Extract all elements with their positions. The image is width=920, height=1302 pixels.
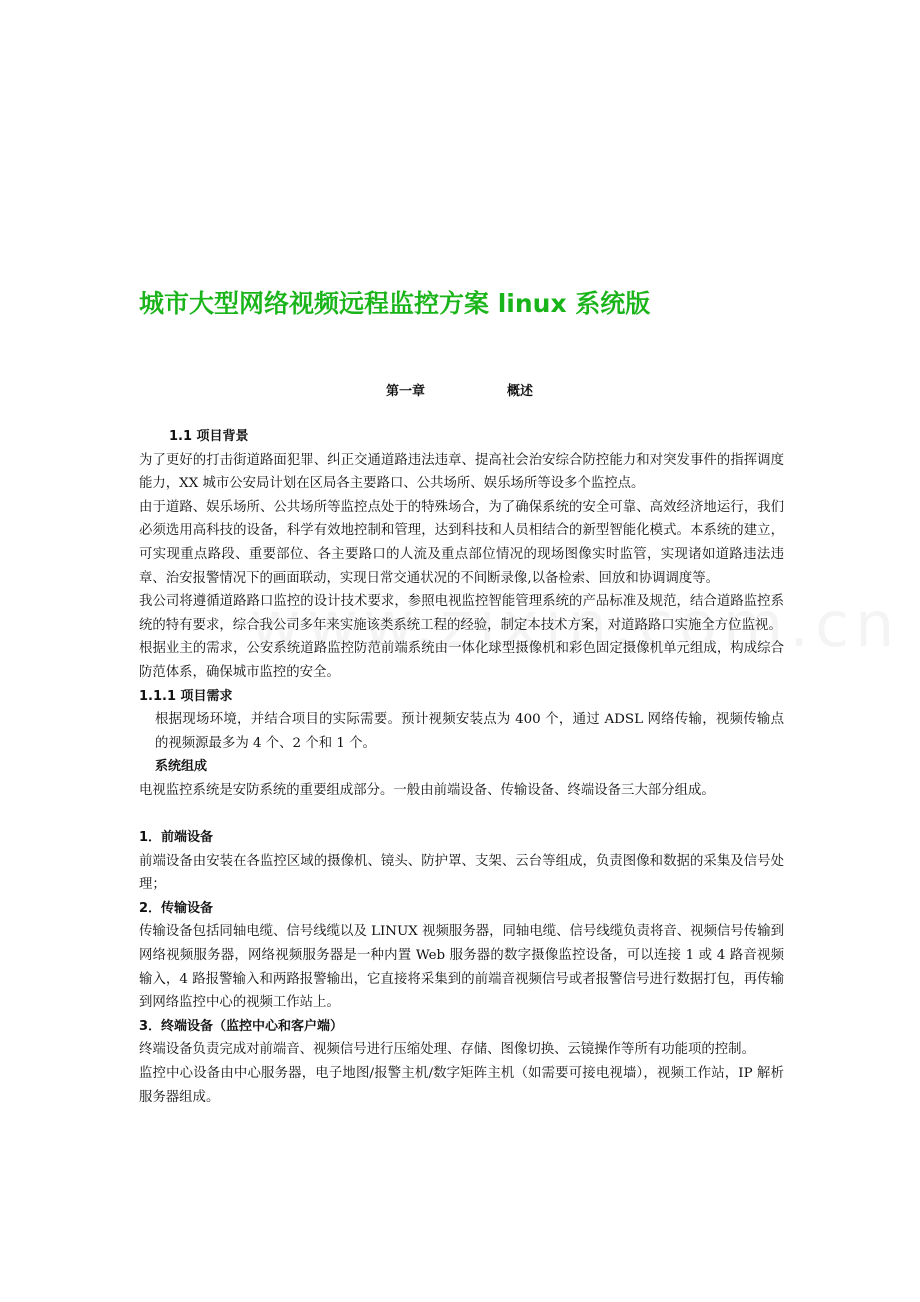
paragraph: 由于道路、娱乐场所、公共场所等监控点处于的特殊场合，为了确保系统的安全可靠、高效经济地运行，我们必须选用高科技的设备，科学有效地控制和管理，达到科技和人员相结合的新型智能化模式。本系统的建立，可实现重点路段、重要部位、各主要路口的人流及重点部位情况的现场图像实时监管，实现诸如道路违法违章、治安报警情况下的画面联动，实现日常交通状况的不间断录像,以备检索、回放和协调调度等。 [139, 499, 784, 586]
paragraph: 终端设备负责完成对前端音、视频信号进行压缩处理、存储、图像切换、云镜操作等所有功能项的控制。 [139, 1042, 755, 1058]
paragraph: 电视监控系统是安防系统的重要组成部分。一般由前端设备、传输设备、终端设备三大部分组成。 [139, 782, 715, 798]
document-title: 城市大型网络视频远程监控方案 linux 系统版 [139, 289, 651, 318]
section-heading-transmission-equipment: 2．传输设备 [139, 900, 214, 916]
paragraph: 传输设备包括同轴电缆、信号线缆以及 LINUX 视频服务器，同轴电缆、信号线缆负责将音、视频信号传输到网络视频服务器，网络视频服务器是一种内置 Web 服务器的数字摄像监控设备，可以连接 1 或 4 路音视频输入，4 路报警输入和两路报警输出，它直接将采集到的前端音视频信号或者报警信号进行数据打包，再传输到网络监控中心的视频工作站上。 [139, 924, 784, 1011]
spacer [139, 803, 784, 827]
section-heading-terminal-equipment: 3．终端设备（监控中心和客户端） [139, 1018, 344, 1034]
chapter-heading [0, 380, 920, 400]
section-heading-front-end-equipment: 1．前端设备 [139, 830, 214, 846]
paragraph: 前端设备由安装在各监控区域的摄像机、镜头、防护罩、支架、云台等组成，负责图像和数据的采集及信号处理； [139, 853, 784, 893]
section-heading-system-composition: 系统组成 [155, 759, 208, 775]
section-heading-project-requirements: 1.1.1 项目需求 [139, 688, 233, 704]
chapter-number: 第一章 [386, 384, 426, 399]
paragraph: 根据现场环境，并结合项目的实际需要。预计视频安装点为 400 个，通过 ADSL 网络传输，视频传输点的视频源最多为 4 个、2 个和 1 个。 [155, 712, 784, 751]
section-heading-project-background: 1.1 项目背景 [169, 429, 249, 444]
paragraph: 为了更好的打击街道路面犯罪、纠正交通道路违法违章、提高社会治安综合防控能力和对突发事件的指挥调度能力，XX 城市公安局计划在区局各主要路口、公共场所、娱乐场所等设多个监控点。 [139, 452, 784, 492]
document-body [139, 425, 784, 1109]
paragraph: 我公司将遵循道路路口监控的设计技术要求，参照电视监控智能管理系统的产品标准及规范，结合道路监控系统的特有要求，综合我公司多年来实施该类系统工程的经验，制定本技术方案，对道路路口实施全方位监视。 [139, 594, 784, 633]
paragraph: 根据业主的需求，公安系统道路监控防范前端系统由一体化球型摄像机和彩色固定摄像机单元组成，构成综合防范体系，确保城市监控的安全。 [139, 641, 784, 680]
paragraph: 监控中心设备由中心服务器，电子地图/报警主机/数字矩阵主机（如需要可接电视墙），视频工作站，IP 解析服务器组成。 [139, 1066, 784, 1105]
chapter-name: 概述 [507, 384, 534, 399]
